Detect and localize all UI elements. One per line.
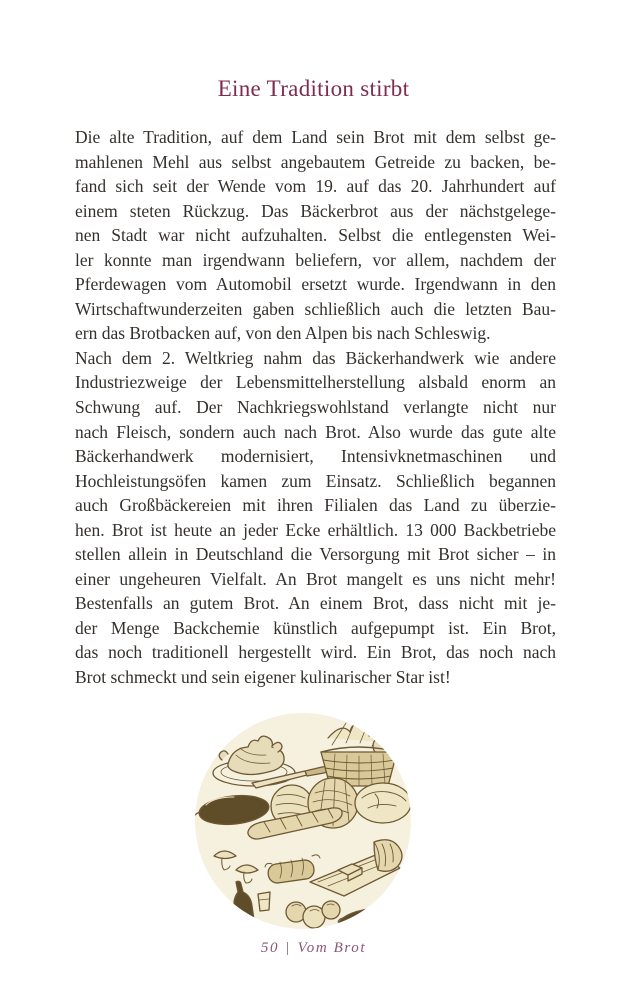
footer-separator: | (286, 940, 291, 956)
body-text (75, 125, 556, 690)
text-line: ler konnte man irgendwann beliefern, vor allem, nachdem der (75, 249, 556, 270)
text-line: Pferdewagen vom Automobil ersetzt wurde. Irgendwann in den (75, 274, 556, 295)
text-line: Wirtschaftwunderzeiten gaben schließlich auch die letzten Bau- (75, 298, 556, 319)
text-line: auch Großbäckereien mit ihren Filialen das Land zu überzie- (75, 495, 556, 516)
text-line: das noch traditionell hergestellt wird. Ein Brot, das noch nach (75, 642, 556, 663)
text-line: fand sich seit der Wende vom 19. auf das 20. Jahrhundert auf (75, 176, 556, 197)
text-line: nach Fleisch, sondern auch nach Brot. Also wurde das gute alte (75, 421, 556, 442)
text-line: einem steten Rückzug. Das Bäckerbrot aus der nächstgelege- (75, 200, 556, 221)
text-line: Schwung auf. Der Nachkriegswohlstand verlangte nicht nur (75, 397, 556, 418)
text-line: Bestenfalls an gutem Brot. An einem Brot, dass nicht mit je- (75, 593, 556, 614)
text-line: hen. Brot ist heute an jeder Ecke erhältlich. 13 000 Backbetriebe (75, 519, 556, 540)
text-line: nen Stadt war nicht aufzuhalten. Selbst die entlegensten Wei- (75, 225, 556, 246)
text-line: Brot schmeckt und sein eigener kulinarischer Star ist! (75, 667, 451, 688)
bread-illustration (192, 710, 414, 932)
text-line: mahlenen Mehl aus selbst angebautem Getreide zu backen, be- (75, 151, 556, 172)
text-line: Die alte Tradition, auf dem Land sein Brot mit dem selbst ge- (75, 127, 556, 147)
text-line: der Menge Backchemie künstlich aufgepumpt ist. Ein Brot, (75, 617, 556, 638)
page-footer (0, 940, 627, 957)
text-line: Bäckerhandwerk modernisiert, Intensivknetmaschinen und (75, 446, 556, 467)
section-title: Vom Brot (297, 940, 367, 956)
text-line: stellen allein in Deutschland die Versorgung mit Brot sicher – in (75, 544, 556, 565)
glass-icon (258, 892, 270, 911)
rustic-loaf-icon (355, 783, 411, 823)
text-line: einer ungeheuren Vielfalt. An Brot mangelt es uns nicht mehr! (75, 568, 556, 589)
page-title: Eine Tradition stirbt (217, 76, 410, 101)
text-line: Industriezweige der Lebensmittelherstellung alsbald enorm an (75, 372, 556, 393)
text-line: Hochleistungsöfen kamen zum Einsatz. Schließlich begannen (75, 470, 556, 491)
text-line: Nach dem 2. Weltkrieg nahm das Bäckerhandwerk wie andere (75, 347, 556, 368)
text-line: ern das Brotbacken auf, von den Alpen bis nach Schleswig. (75, 323, 491, 344)
page-number: 50 (260, 940, 280, 956)
